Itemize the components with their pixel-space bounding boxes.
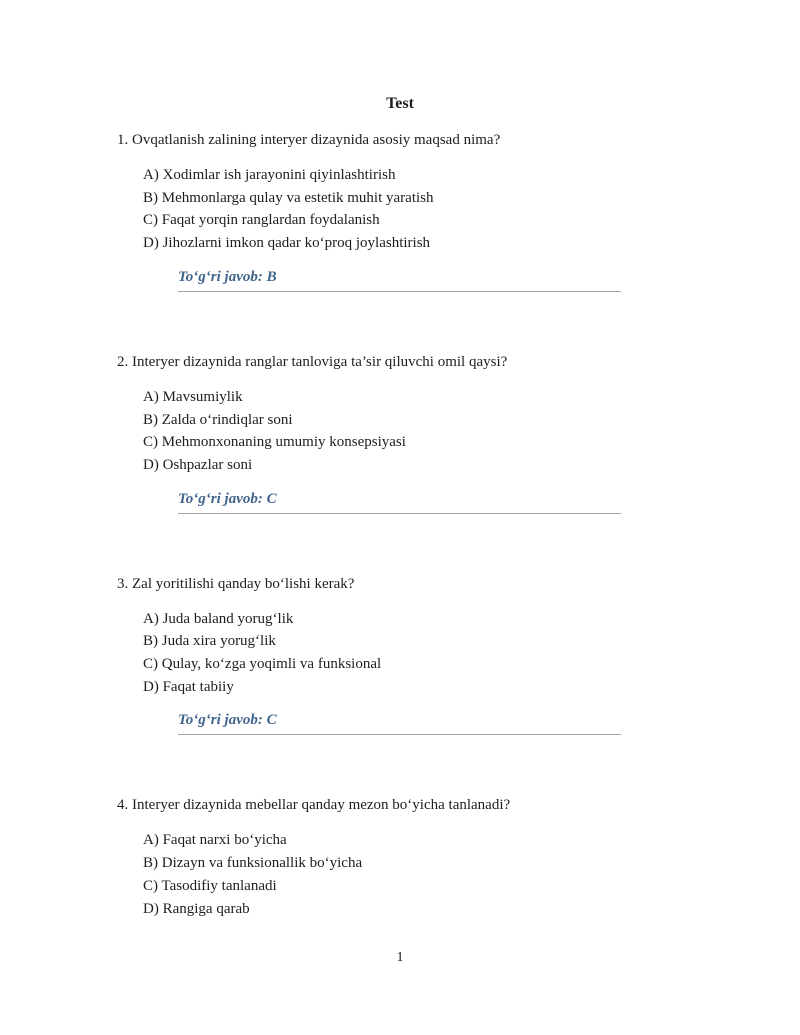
question-4-option-a: A) Faqat narxi bo‘yicha [143,832,287,849]
question-2-option-b: B) Zalda o‘rindiqlar soni [143,411,293,428]
question-2-options [0,386,800,477]
question-3-text: 3. Zal yoritilishi qanday bo‘lishi kerak? [117,575,355,592]
question-3-options [0,608,800,699]
question-1-answer-underline [178,267,621,292]
question-2-option-c: C) Mehmonxonaning umumiy konsepsiyasi [143,434,406,451]
question-4-option-c: C) Tasodifiy tanlanadi [143,877,277,894]
question-2-correct-answer: To‘g‘ri javob: C [178,490,277,507]
question-1-option-a: A) Xodimlar ish jarayonini qiyinlashtirish [143,167,396,183]
question-3-option-b: B) Juda xira yorug‘lik [143,633,276,650]
page-number: 1 [396,950,404,966]
question-4-options [0,829,800,920]
question-4-option-b: B) Dizayn va funksionallik bo‘yicha [143,855,363,872]
question-3-answer-underline [178,710,621,735]
question-1-text: 1. Ovqatlanish zalining interyer dizaynida asosiy maqsad nima? [117,132,501,148]
question-3-option-d: D) Faqat tabiiy [143,678,234,695]
question-3-correct-answer: To‘g‘ri javob: C [178,712,277,729]
question-block-1 [0,130,800,292]
question-2-answer-underline [178,489,621,514]
question-1-option-d: D) Jihozlarni imkon qadar ko‘proq joylashtirish [143,235,431,252]
question-2-option-d: D) Oshpazlar soni [143,456,253,473]
question-block-4 [0,795,800,920]
question-4-text: 4. Interyer dizaynida mebellar qanday mezon bo‘yicha tanlanadi? [117,797,511,814]
question-3-option-c: C) Qulay, ko‘zga yoqimli va funksional [143,656,382,673]
question-2-text: 2. Interyer dizaynida ranglar tanloviga ta’sir qiluvchi omil qaysi? [117,353,508,370]
question-block-2 [0,352,800,514]
question-3-option-a: A) Juda baland yorug‘lik [143,610,294,627]
page-title: Test [386,95,414,112]
question-1-option-b: B) Mehmonlarga qulay va estetik muhit yaratish [143,189,434,206]
question-block-3 [0,574,800,736]
question-1-options [0,164,800,255]
question-1-correct-answer: To‘g‘ri javob: B [178,268,277,285]
question-2-option-a: A) Mavsumiylik [143,388,243,405]
question-1-option-c: C) Faqat yorqin ranglardan foydalanish [143,212,380,229]
question-4-option-d: D) Rangiga qarab [143,900,250,917]
